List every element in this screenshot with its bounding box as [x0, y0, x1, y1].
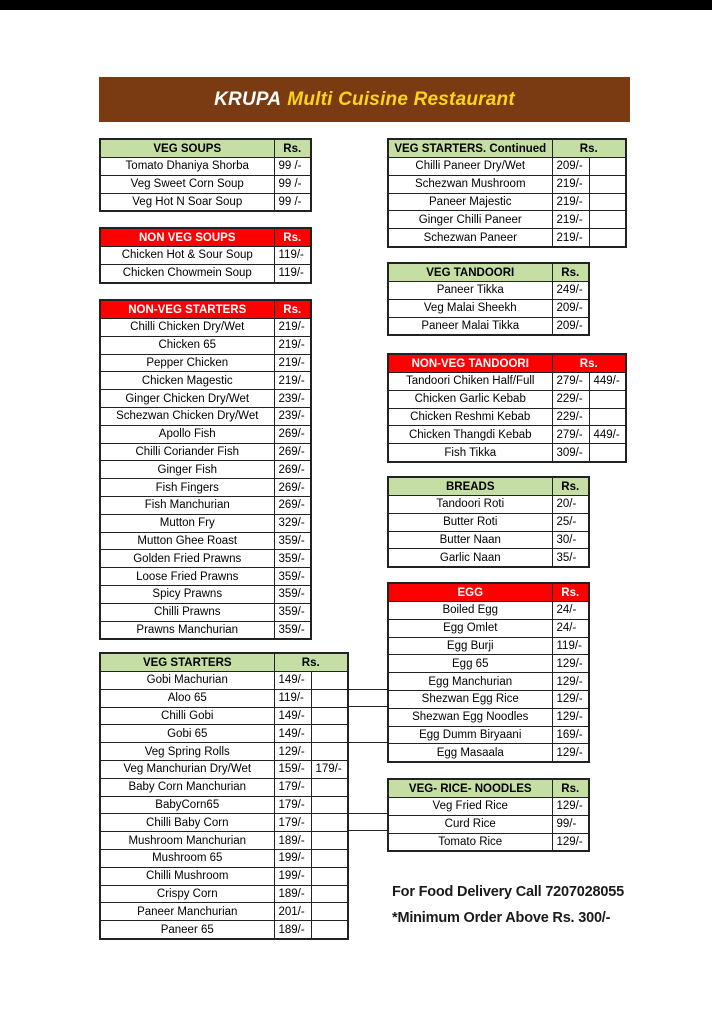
menu-item-name: Ginger Fish [100, 461, 274, 479]
menu-item-price-alt [311, 832, 348, 850]
menu-item-row [100, 550, 311, 568]
menu-item-row [100, 247, 311, 265]
menu-item-price: 189/- [274, 921, 311, 939]
menu-item-row [100, 158, 311, 176]
menu-item-price: 179/- [274, 796, 311, 814]
menu-item-row [100, 443, 311, 461]
menu-item-price-alt [589, 175, 626, 193]
menu-item-price: 219/- [552, 229, 589, 247]
menu-item-row [388, 282, 589, 300]
menu-item-price: 219/- [274, 372, 311, 390]
menu-item-name: Chilli Coriander Fish [100, 443, 274, 461]
menu-item-row [388, 317, 589, 335]
section-header [388, 779, 589, 798]
menu-item-name: Egg Masaala [388, 744, 552, 762]
price-header: Rs. [274, 139, 311, 158]
menu-item-row [388, 513, 589, 531]
menu-item-row [100, 372, 311, 390]
section-title: NON VEG SOUPS [100, 228, 274, 247]
menu-item-price-alt [311, 778, 348, 796]
menu-item-row [100, 354, 311, 372]
menu-item-price: 209/- [552, 299, 589, 317]
menu-item-row [100, 264, 311, 282]
menu-item-row [388, 390, 626, 408]
menu-item-row [100, 319, 311, 337]
menu-item-price: 359/- [274, 532, 311, 550]
menu-item-row [388, 726, 589, 744]
section-title: VEG STARTERS [100, 653, 274, 672]
menu-item-row [100, 479, 311, 497]
menu-item-price: 119/- [274, 689, 311, 707]
menu-item-price: 159/- [274, 760, 311, 778]
menu-item-name: Veg Hot N Soar Soup [100, 193, 274, 211]
menu-item-row [388, 602, 589, 620]
menu-item-price-alt [311, 814, 348, 832]
menu-item-price: 119/- [274, 264, 311, 282]
menu-item-price: 229/- [552, 408, 589, 426]
menu-item-name: Aloo 65 [100, 689, 274, 707]
grid-line [349, 742, 387, 743]
menu-item-row [388, 744, 589, 762]
delivery-info: For Food Delivery Call 7207028055 [392, 884, 624, 900]
menu-item-row [388, 229, 626, 247]
menu-item-name: Chicken Magestic [100, 372, 274, 390]
menu-item-row [100, 903, 348, 921]
menu-item-name: Butter Naan [388, 531, 552, 549]
minimum-order-info: *Minimum Order Above Rs. 300/- [392, 910, 611, 926]
menu-item-name: Schezwan Paneer [388, 229, 552, 247]
menu-item-price: 201/- [274, 903, 311, 921]
veg-tandoori-table [387, 262, 590, 336]
menu-item-name: Ginger Chilli Paneer [388, 211, 552, 229]
menu-item-name: Golden Fried Prawns [100, 550, 274, 568]
menu-item-price: 129/- [274, 743, 311, 761]
price-header: Rs. [552, 263, 589, 282]
menu-item-price: 24/- [552, 602, 589, 620]
menu-item-name: Chicken Chowmein Soup [100, 264, 274, 282]
section-title: VEG TANDOORI [388, 263, 552, 282]
price-header: Rs. [274, 300, 311, 319]
menu-item-name: Chilli Chicken Dry/Wet [100, 319, 274, 337]
section-title: EGG [388, 583, 552, 602]
menu-item-price-alt [589, 390, 626, 408]
menu-item-price-alt [589, 193, 626, 211]
menu-item-row [388, 373, 626, 391]
menu-item-row [100, 407, 311, 425]
restaurant-name-part1: KRUPA [214, 88, 282, 110]
menu-item-price: 239/- [274, 390, 311, 408]
menu-item-price-alt [311, 743, 348, 761]
menu-item-price: 199/- [274, 867, 311, 885]
menu-item-name: Veg Manchurian Dry/Wet [100, 760, 274, 778]
menu-item-price: 119/- [552, 637, 589, 655]
menu-item-price: 269/- [274, 425, 311, 443]
section-title: NON-VEG STARTERS [100, 300, 274, 319]
menu-item-price: 359/- [274, 585, 311, 603]
section-header [388, 354, 626, 373]
menu-item-name: Mushroom 65 [100, 849, 274, 867]
menu-item-row [388, 673, 589, 691]
menu-item-name: Garlic Naan [388, 549, 552, 567]
menu-item-price: 279/- [552, 426, 589, 444]
menu-item-row [100, 921, 348, 939]
menu-item-name: Shezwan Egg Rice [388, 690, 552, 708]
price-header: Rs. [552, 779, 589, 798]
menu-item-name: Apollo Fish [100, 425, 274, 443]
menu-item-name: Veg Spring Rolls [100, 743, 274, 761]
section-header [100, 139, 311, 158]
menu-item-name: Egg Burji [388, 637, 552, 655]
menu-item-name: Crispy Corn [100, 885, 274, 903]
menu-item-price-alt [589, 229, 626, 247]
menu-item-price: 24/- [552, 619, 589, 637]
menu-item-name: Chilli Gobi [100, 707, 274, 725]
restaurant-name-part2: Multi Cuisine Restaurant [287, 88, 515, 110]
menu-item-name: Fish Fingers [100, 479, 274, 497]
menu-item-name: Chilli Mushroom [100, 867, 274, 885]
menu-item-price-alt [311, 707, 348, 725]
menu-item-row [388, 175, 626, 193]
menu-item-price: 219/- [552, 175, 589, 193]
menu-item-name: Spicy Prawns [100, 585, 274, 603]
menu-item-name: BabyCorn65 [100, 796, 274, 814]
menu-item-price: 189/- [274, 832, 311, 850]
menu-item-price: 129/- [552, 690, 589, 708]
menu-item-row [100, 885, 348, 903]
menu-item-name: Gobi Machurian [100, 672, 274, 690]
menu-item-price: 149/- [274, 707, 311, 725]
menu-item-row [388, 655, 589, 673]
top-status-bar [0, 0, 712, 10]
menu-item-price: 35/- [552, 549, 589, 567]
menu-item-row [100, 832, 348, 850]
menu-item-row [100, 514, 311, 532]
menu-item-row [100, 814, 348, 832]
menu-item-name: Mutton Fry [100, 514, 274, 532]
menu-item-name: Veg Sweet Corn Soup [100, 175, 274, 193]
menu-item-price: 129/- [552, 833, 589, 851]
price-header: Rs. [552, 139, 626, 158]
menu-item-price: 169/- [552, 726, 589, 744]
menu-item-name: Chicken Thangdi Kebab [388, 426, 552, 444]
menu-item-price: 329/- [274, 514, 311, 532]
menu-item-row [388, 531, 589, 549]
menu-item-name: Paneer Majestic [388, 193, 552, 211]
menu-item-price-alt [311, 849, 348, 867]
menu-item-name: Veg Malai Sheekh [388, 299, 552, 317]
menu-item-price: 99 /- [274, 193, 311, 211]
menu-item-row [100, 760, 348, 778]
menu-item-name: Chicken Garlic Kebab [388, 390, 552, 408]
section-title: VEG- RICE- NOODLES [388, 779, 552, 798]
menu-item-price: 359/- [274, 621, 311, 639]
breads-table [387, 476, 590, 568]
menu-item-row [100, 496, 311, 514]
menu-item-name: Tomato Dhaniya Shorba [100, 158, 274, 176]
menu-item-row [100, 621, 311, 639]
menu-item-row [100, 568, 311, 586]
section-header [388, 583, 589, 602]
menu-item-price: 209/- [552, 158, 589, 176]
section-header [388, 263, 589, 282]
section-header [100, 653, 348, 672]
menu-item-price-alt [311, 867, 348, 885]
menu-item-row [388, 549, 589, 567]
menu-item-price: 129/- [552, 708, 589, 726]
menu-item-price: 239/- [274, 407, 311, 425]
menu-item-row [388, 637, 589, 655]
menu-item-row [388, 426, 626, 444]
menu-item-name: Egg Manchurian [388, 673, 552, 691]
menu-item-name: Chicken Hot & Sour Soup [100, 247, 274, 265]
section-header [100, 300, 311, 319]
menu-item-price: 359/- [274, 550, 311, 568]
menu-item-price: 209/- [552, 317, 589, 335]
menu-item-price-alt: 179/- [311, 760, 348, 778]
menu-item-row [100, 707, 348, 725]
menu-item-name: Chilli Baby Corn [100, 814, 274, 832]
menu-item-row [388, 158, 626, 176]
veg-soups-table [99, 138, 312, 212]
menu-item-price-alt [311, 725, 348, 743]
menu-item-name: Pepper Chicken [100, 354, 274, 372]
menu-item-row [100, 425, 311, 443]
menu-item-price: 269/- [274, 496, 311, 514]
menu-item-name: Chicken Reshmi Kebab [388, 408, 552, 426]
menu-item-row [100, 672, 348, 690]
menu-item-row [388, 708, 589, 726]
menu-item-row [388, 408, 626, 426]
menu-item-row [388, 619, 589, 637]
menu-item-price: 129/- [552, 655, 589, 673]
menu-item-name: Paneer Malai Tikka [388, 317, 552, 335]
menu-item-name: Boiled Egg [388, 602, 552, 620]
grid-line [349, 689, 387, 690]
menu-item-price-alt [589, 211, 626, 229]
menu-item-price: 25/- [552, 513, 589, 531]
menu-item-name: Mutton Ghee Roast [100, 532, 274, 550]
menu-item-price: 219/- [552, 211, 589, 229]
menu-item-row [100, 743, 348, 761]
menu-item-price: 279/- [552, 373, 589, 391]
menu-item-price: 129/- [552, 798, 589, 816]
menu-item-name: Prawns Manchurian [100, 621, 274, 639]
menu-item-price: 189/- [274, 885, 311, 903]
menu-item-price-alt: 449/- [589, 373, 626, 391]
egg-table [387, 582, 590, 763]
grid-line [349, 830, 387, 831]
menu-item-name: Mushroom Manchurian [100, 832, 274, 850]
section-title: BREADS [388, 477, 552, 496]
menu-item-row [100, 175, 311, 193]
menu-item-row [100, 193, 311, 211]
menu-item-row [100, 849, 348, 867]
veg-starters-continued-table [387, 138, 627, 248]
menu-item-name: Butter Roti [388, 513, 552, 531]
menu-item-price-alt: 449/- [589, 426, 626, 444]
menu-item-row [388, 444, 626, 462]
section-title: NON-VEG TANDOORI [388, 354, 552, 373]
menu-item-price: 219/- [552, 193, 589, 211]
menu-item-price: 309/- [552, 444, 589, 462]
menu-item-row [388, 299, 589, 317]
section-header [388, 139, 626, 158]
menu-item-price: 149/- [274, 725, 311, 743]
menu-item-price-alt [311, 796, 348, 814]
menu-item-name: Egg 65 [388, 655, 552, 673]
menu-item-name: Tandoori Roti [388, 496, 552, 514]
menu-item-name: Paneer Manchurian [100, 903, 274, 921]
menu-item-name: Loose Fried Prawns [100, 568, 274, 586]
menu-item-name: Egg Omlet [388, 619, 552, 637]
section-title: VEG SOUPS [100, 139, 274, 158]
non-veg-tandoori-table [387, 353, 627, 463]
menu-item-name: Shezwan Egg Noodles [388, 708, 552, 726]
menu-item-price-alt [311, 903, 348, 921]
menu-item-row [100, 867, 348, 885]
menu-item-name: Gobi 65 [100, 725, 274, 743]
menu-item-price: 99 /- [274, 175, 311, 193]
menu-item-row [388, 798, 589, 816]
menu-item-price: 149/- [274, 672, 311, 690]
menu-item-price: 119/- [274, 247, 311, 265]
section-header [100, 228, 311, 247]
menu-item-price: 99/- [552, 815, 589, 833]
menu-item-row [100, 585, 311, 603]
menu-item-name: Chilli Paneer Dry/Wet [388, 158, 552, 176]
menu-item-price: 269/- [274, 479, 311, 497]
menu-item-name: Veg Fried Rice [388, 798, 552, 816]
menu-item-price-alt [311, 672, 348, 690]
menu-item-name: Tomato Rice [388, 833, 552, 851]
menu-item-price: 359/- [274, 603, 311, 621]
section-header [388, 477, 589, 496]
menu-item-price-alt [589, 408, 626, 426]
menu-item-name: Fish Manchurian [100, 496, 274, 514]
menu-item-price-alt [311, 921, 348, 939]
menu-item-row [388, 193, 626, 211]
price-header: Rs. [552, 583, 589, 602]
grid-line [349, 706, 387, 707]
section-title: VEG STARTERS. Continued [388, 139, 552, 158]
menu-item-price: 269/- [274, 461, 311, 479]
menu-item-price: 219/- [274, 336, 311, 354]
menu-item-price: 219/- [274, 319, 311, 337]
menu-item-name: Paneer 65 [100, 921, 274, 939]
menu-item-price: 179/- [274, 814, 311, 832]
menu-item-name: Ginger Chicken Dry/Wet [100, 390, 274, 408]
menu-item-price: 30/- [552, 531, 589, 549]
menu-item-name: Chilli Prawns [100, 603, 274, 621]
price-header: Rs. [552, 477, 589, 496]
menu-item-name: Fish Tikka [388, 444, 552, 462]
menu-item-price: 20/- [552, 496, 589, 514]
veg-starters-table [99, 652, 349, 940]
menu-item-price: 99 /- [274, 158, 311, 176]
menu-item-row [388, 211, 626, 229]
menu-item-name: Egg Dumm Biryaani [388, 726, 552, 744]
grid-line [349, 813, 387, 814]
menu-item-price-alt [589, 158, 626, 176]
menu-item-price: 129/- [552, 744, 589, 762]
menu-item-name: Schezwan Mushroom [388, 175, 552, 193]
veg-rice-noodles-table [387, 778, 590, 852]
menu-item-price: 359/- [274, 568, 311, 586]
restaurant-banner [99, 77, 630, 122]
menu-item-price: 129/- [552, 673, 589, 691]
menu-item-name: Baby Corn Manchurian [100, 778, 274, 796]
menu-item-row [100, 532, 311, 550]
menu-item-name: Schezwan Chicken Dry/Wet [100, 407, 274, 425]
menu-item-row [388, 815, 589, 833]
menu-item-row [388, 833, 589, 851]
menu-item-row [100, 603, 311, 621]
non-veg-soups-table [99, 227, 312, 284]
price-header: Rs. [274, 228, 311, 247]
menu-item-price-alt [311, 689, 348, 707]
menu-item-row [388, 690, 589, 708]
price-header: Rs. [552, 354, 626, 373]
menu-item-row [100, 461, 311, 479]
menu-item-name: Chicken 65 [100, 336, 274, 354]
menu-item-price: 179/- [274, 778, 311, 796]
menu-item-price: 199/- [274, 849, 311, 867]
price-header: Rs. [274, 653, 348, 672]
menu-item-row [100, 336, 311, 354]
menu-item-price: 219/- [274, 354, 311, 372]
menu-item-name: Curd Rice [388, 815, 552, 833]
menu-item-name: Tandoori Chiken Half/Full [388, 373, 552, 391]
non-veg-starters-table [99, 299, 312, 640]
menu-item-row [100, 689, 348, 707]
menu-item-price-alt [311, 885, 348, 903]
menu-item-row [100, 796, 348, 814]
menu-item-row [100, 725, 348, 743]
menu-item-price: 229/- [552, 390, 589, 408]
menu-item-price: 269/- [274, 443, 311, 461]
menu-item-row [388, 496, 589, 514]
menu-item-name: Paneer Tikka [388, 282, 552, 300]
menu-item-price: 249/- [552, 282, 589, 300]
menu-item-row [100, 778, 348, 796]
menu-item-price-alt [589, 444, 626, 462]
menu-item-row [100, 390, 311, 408]
